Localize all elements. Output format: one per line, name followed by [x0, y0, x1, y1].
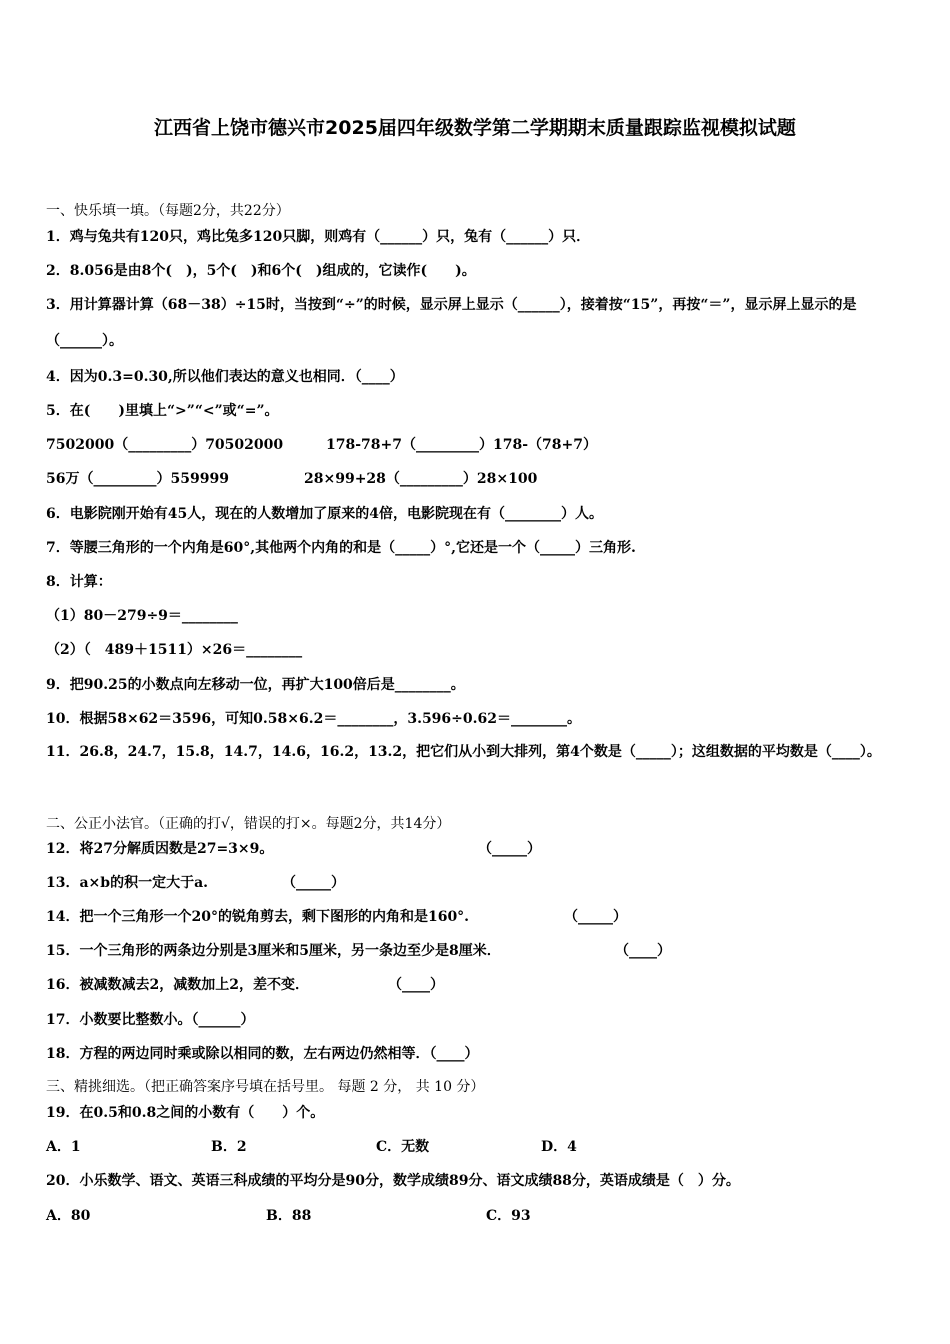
- answer-blank: （____）: [615, 943, 671, 959]
- section-heading-3: 三、精挑细选。（把正确答案序号填在括号里。 每题 2 分， 共 10 分）: [46, 1079, 485, 1095]
- question-8: 8．计算：: [46, 574, 112, 590]
- option-a: A．1: [46, 1139, 81, 1155]
- answer-blank: （_____）: [564, 909, 627, 925]
- answer-blank: （____）: [388, 977, 444, 993]
- question-3: 3．用计算器计算（68－38）÷15时，当按到“÷”的时候，显示屏上显示（______），接着按“15”，再按“＝”，显示屏上显示的是（______）。: [46, 297, 857, 349]
- question-4: 4．因为0.3=0.30,所以他们表达的意义也相同．（____）: [46, 369, 404, 385]
- answer-blank: （_____）: [478, 841, 541, 857]
- option-b: B．88: [266, 1208, 312, 1224]
- question-18: 18．方程的两边同时乘或除以相同的数，左右两边仍然相等．（____）: [46, 1046, 479, 1062]
- compare-item: 56万（_________）559999: [46, 471, 229, 487]
- question-7: 7．等腰三角形的一个内角是60°,其他两个内角的和是（_____）°,它还是一个（_____）三角形.: [46, 540, 636, 556]
- question-1: 1．鸡与兔共有120只，鸡比兔多120只脚，则鸡有（______）只，兔有（______）只．: [46, 229, 591, 245]
- question-14: 14．把一个三角形一个20°的锐角剪去，剩下图形的内角和是160°.: [46, 909, 470, 925]
- question-10: 10．根据58×62＝3596，可知0.58×6.2＝________，3.596÷0.62＝________。: [46, 711, 581, 727]
- question-11: 11．26.8，24.7，15.8，14.7，14.6，16.2，13.2，把它们从小到大排列，第4个数是（_____）；这组数据的平均数是（____）。: [46, 744, 881, 760]
- page-title: 江西省上饶市德兴市2025届四年级数学第二学期期末质量跟踪监视模拟试题: [154, 117, 796, 139]
- question-12: 12．将27分解质因数是27=3×9。: [46, 841, 274, 857]
- answer-blank: （_____）: [282, 875, 345, 891]
- section-heading-2: 二、公正小法官。（正确的打√，错误的打×。每题2分，共14分）: [46, 816, 451, 832]
- question-16: 16．被减数减去2，减数加上2，差不变．: [46, 977, 309, 993]
- question-9: 9．把90.25的小数点向左移动一位，再扩大100倍后是________。: [46, 677, 465, 693]
- question-2: 2．8.056是由8个( )，5个( )和6个( )组成的，它读作( )。: [46, 263, 476, 279]
- option-b: B．2: [211, 1139, 247, 1155]
- question-6: 6．电影院刚开始有45人，现在的人数增加了原来的4倍，电影院现在有（________）人。: [46, 506, 603, 522]
- question-8-part-1: （1）80－279÷9＝________: [46, 608, 238, 624]
- compare-item: 178-78+7（_________）178-（78+7）: [326, 437, 597, 453]
- question-5: 5．在( )里填上“>”“<”或“=”。: [46, 403, 279, 419]
- compare-item: 28×99+28（_________）28×100: [304, 471, 538, 487]
- option-c: C．93: [486, 1208, 531, 1224]
- section-heading-1: 一、快乐填一填。（每题2分，共22分）: [46, 203, 290, 219]
- question-15: 15．一个三角形的两条边分别是3厘米和5厘米，另一条边至少是8厘米．: [46, 943, 501, 959]
- option-a: A．80: [46, 1208, 91, 1224]
- option-d: D．4: [541, 1139, 577, 1155]
- question-8-part-2: （2）（ 489＋1511）×26＝________: [46, 642, 303, 658]
- compare-item: 7502000（_________）70502000: [46, 437, 284, 453]
- option-c: C．无数: [376, 1139, 430, 1155]
- question-20: 20．小乐数学、语文、英语三科成绩的平均分是90分，数学成绩89分、语文成绩88分，英语成绩是（ ）分。: [46, 1173, 740, 1189]
- question-13: 13．a×b的积一定大于a.: [46, 875, 209, 891]
- question-19: 19．在0.5和0.8之间的小数有（ ）个。: [46, 1105, 325, 1121]
- question-17: 17．小数要比整数小。（______）: [46, 1012, 255, 1028]
